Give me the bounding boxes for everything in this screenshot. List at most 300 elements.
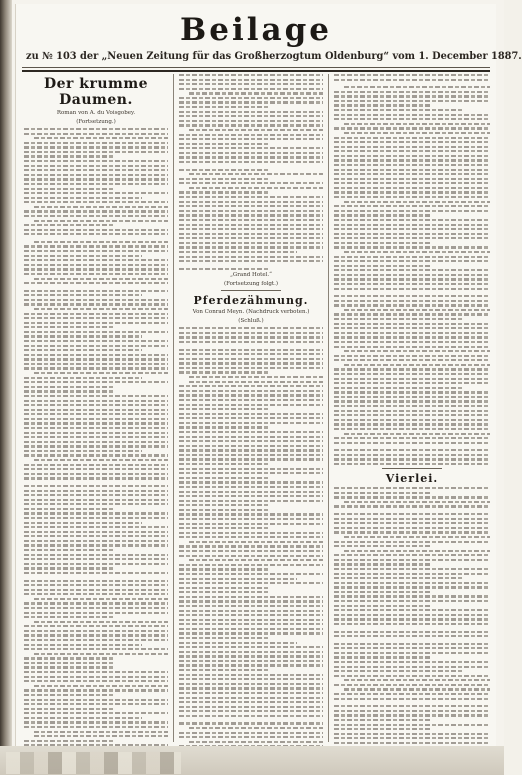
text-line bbox=[24, 703, 168, 705]
text-line bbox=[179, 349, 323, 351]
text-line bbox=[334, 505, 490, 507]
text-line bbox=[24, 313, 168, 315]
text-line bbox=[179, 358, 323, 360]
text-line bbox=[334, 327, 490, 329]
text-line bbox=[179, 500, 323, 502]
text-line bbox=[344, 364, 490, 366]
text-line bbox=[334, 705, 490, 707]
text-line bbox=[179, 509, 268, 511]
text-line bbox=[334, 214, 431, 216]
text-line bbox=[179, 458, 323, 460]
text-line bbox=[179, 182, 323, 184]
text-line bbox=[24, 648, 168, 650]
text-line bbox=[334, 410, 490, 412]
text-line bbox=[24, 381, 168, 383]
text-line bbox=[179, 327, 323, 329]
text-line bbox=[179, 111, 323, 113]
text-line bbox=[189, 559, 323, 561]
text-line bbox=[334, 146, 490, 148]
text-line bbox=[334, 141, 490, 143]
text-line bbox=[24, 317, 168, 319]
text-line bbox=[334, 714, 490, 716]
text-line bbox=[24, 174, 168, 176]
text-line bbox=[179, 578, 297, 580]
text-line bbox=[24, 326, 113, 328]
text-line bbox=[334, 104, 431, 106]
text-line bbox=[24, 165, 168, 167]
text-line bbox=[334, 182, 490, 184]
text-line bbox=[24, 473, 168, 475]
text-line bbox=[334, 554, 490, 556]
text-line bbox=[24, 657, 113, 659]
text-line bbox=[179, 260, 323, 262]
text-line bbox=[334, 95, 490, 97]
text-line bbox=[24, 563, 168, 565]
text-line bbox=[24, 607, 168, 609]
text-line bbox=[344, 132, 490, 134]
text-line bbox=[334, 600, 490, 602]
text-line bbox=[179, 74, 323, 76]
text-line bbox=[334, 577, 462, 579]
text-line bbox=[179, 587, 268, 589]
text-line bbox=[179, 210, 323, 212]
text-line bbox=[179, 701, 323, 703]
text-line bbox=[24, 531, 168, 533]
text-line bbox=[334, 733, 490, 735]
text-line bbox=[334, 652, 490, 654]
text-line bbox=[179, 440, 323, 442]
text-line bbox=[179, 736, 323, 738]
text-line bbox=[179, 219, 323, 221]
text-line bbox=[24, 499, 168, 501]
text-line bbox=[334, 187, 490, 189]
text-line bbox=[179, 178, 268, 180]
text-line bbox=[24, 282, 168, 284]
text-line bbox=[334, 274, 490, 276]
text-line bbox=[24, 680, 168, 682]
column-divider-2 bbox=[328, 74, 329, 742]
text-line bbox=[334, 591, 431, 593]
text-line bbox=[24, 367, 168, 369]
text-line bbox=[24, 183, 168, 185]
text-line bbox=[24, 224, 113, 226]
text-line bbox=[179, 246, 323, 248]
text-line bbox=[334, 647, 490, 649]
text-line bbox=[344, 688, 490, 690]
text-line bbox=[179, 115, 323, 117]
text-line bbox=[24, 549, 113, 551]
text-line bbox=[24, 494, 168, 496]
text-line bbox=[179, 568, 268, 570]
text-line bbox=[24, 409, 168, 411]
text-line bbox=[179, 196, 323, 198]
text-line bbox=[179, 573, 323, 575]
text-line bbox=[24, 644, 142, 646]
text-line bbox=[24, 404, 168, 406]
text-line bbox=[334, 313, 490, 315]
text-line bbox=[334, 400, 490, 402]
text-line bbox=[24, 255, 142, 257]
text-line bbox=[179, 256, 323, 258]
text-line bbox=[179, 468, 323, 470]
text-line bbox=[334, 449, 490, 451]
text-line bbox=[334, 742, 490, 744]
text-line bbox=[334, 737, 490, 739]
text-line bbox=[179, 582, 323, 584]
text-line bbox=[179, 706, 323, 708]
text-line bbox=[24, 128, 168, 130]
text-line bbox=[34, 685, 168, 687]
text-line bbox=[334, 522, 490, 524]
text-line bbox=[24, 436, 168, 438]
text-line bbox=[179, 655, 323, 657]
text-line bbox=[334, 210, 490, 212]
text-line bbox=[34, 241, 168, 243]
text-line bbox=[24, 390, 113, 392]
text-line bbox=[334, 355, 490, 357]
text-line bbox=[334, 513, 490, 515]
text-line bbox=[179, 332, 323, 334]
text-line bbox=[34, 653, 168, 655]
text-line bbox=[24, 290, 168, 292]
text-line bbox=[334, 205, 490, 207]
text-line bbox=[24, 299, 168, 301]
text-line bbox=[179, 605, 323, 607]
text-line bbox=[179, 642, 297, 644]
text-line bbox=[179, 353, 323, 355]
text-line bbox=[24, 689, 168, 691]
text-line bbox=[334, 150, 490, 152]
article-byline-middle: Von Conrad Meyn. (Nachdruck verboten.) bbox=[192, 309, 310, 316]
text-line bbox=[179, 722, 323, 724]
text-line bbox=[344, 433, 490, 435]
text-line bbox=[179, 385, 323, 387]
text-line bbox=[24, 662, 113, 664]
section-divider bbox=[221, 290, 281, 291]
text-line bbox=[179, 678, 323, 680]
text-line bbox=[334, 224, 490, 226]
text-line bbox=[334, 323, 490, 325]
text-line bbox=[334, 423, 490, 425]
text-line bbox=[334, 304, 490, 306]
text-line bbox=[179, 394, 323, 396]
text-line bbox=[334, 396, 490, 398]
text-line bbox=[334, 164, 490, 166]
text-line bbox=[334, 582, 490, 584]
text-line bbox=[334, 492, 431, 494]
text-line bbox=[179, 495, 323, 497]
text-line bbox=[179, 233, 323, 235]
text-line bbox=[24, 303, 168, 305]
text-line bbox=[334, 541, 490, 543]
text-line bbox=[179, 362, 323, 364]
text-line bbox=[24, 526, 168, 528]
text-line bbox=[179, 408, 268, 410]
text-line bbox=[179, 513, 323, 515]
text-line bbox=[334, 595, 490, 597]
text-line bbox=[334, 246, 490, 248]
text-line bbox=[179, 523, 323, 525]
text-line bbox=[334, 118, 490, 120]
text-line bbox=[334, 405, 490, 407]
text-line bbox=[179, 637, 268, 639]
text-line bbox=[334, 109, 462, 111]
text-line bbox=[24, 169, 168, 171]
text-line bbox=[334, 496, 490, 498]
text-line bbox=[24, 201, 168, 203]
text-line bbox=[334, 728, 431, 730]
text-line bbox=[344, 679, 490, 681]
text-line bbox=[179, 445, 323, 447]
text-line bbox=[24, 503, 168, 505]
text-line bbox=[179, 674, 323, 676]
text-line bbox=[334, 458, 490, 460]
text-line bbox=[344, 123, 490, 125]
text-line bbox=[179, 201, 323, 203]
text-line bbox=[179, 660, 323, 662]
text-line bbox=[24, 395, 168, 397]
text-line bbox=[334, 127, 490, 129]
signature-grand-hotel: „Grand Hotel.“ bbox=[230, 272, 272, 279]
text-line bbox=[334, 545, 431, 547]
article-end-middle: (Fortsetzung folgt.) bbox=[223, 281, 279, 288]
text-line bbox=[179, 371, 268, 373]
text-line bbox=[334, 618, 490, 620]
text-line bbox=[24, 630, 168, 632]
text-line bbox=[179, 472, 323, 474]
article-continuation-left: (Fortsetzung.) bbox=[76, 119, 116, 125]
text-line bbox=[334, 419, 490, 421]
text-line bbox=[24, 146, 168, 148]
text-line bbox=[179, 417, 323, 419]
article-byline-left: Roman von A. du Voisgobey. bbox=[56, 110, 136, 116]
text-line bbox=[24, 178, 168, 180]
text-line bbox=[24, 229, 168, 231]
text-line bbox=[334, 693, 490, 695]
text-line bbox=[334, 656, 431, 658]
book-binding-edge bbox=[0, 0, 12, 775]
text-line bbox=[24, 386, 113, 388]
text-line bbox=[344, 309, 490, 311]
text-line bbox=[334, 573, 490, 575]
text-line bbox=[179, 614, 323, 616]
text-line bbox=[334, 233, 490, 235]
text-line bbox=[334, 563, 431, 565]
text-line bbox=[24, 340, 168, 342]
text-line bbox=[334, 531, 490, 533]
text-line bbox=[24, 418, 168, 420]
text-line bbox=[334, 373, 490, 375]
text-line bbox=[334, 346, 490, 348]
text-line bbox=[334, 724, 490, 726]
text-line bbox=[334, 100, 490, 102]
text-line bbox=[334, 414, 490, 416]
text-line bbox=[24, 331, 168, 333]
text-line bbox=[189, 187, 323, 189]
text-line bbox=[24, 580, 168, 582]
column-divider-1 bbox=[173, 74, 174, 742]
text-line bbox=[24, 694, 113, 696]
text-line bbox=[24, 666, 113, 668]
text-line bbox=[334, 265, 431, 267]
text-line bbox=[179, 454, 323, 456]
text-line bbox=[179, 596, 323, 598]
text-line bbox=[24, 477, 168, 479]
text-line bbox=[179, 732, 323, 734]
text-line bbox=[334, 228, 490, 230]
text-line bbox=[24, 454, 168, 456]
text-line bbox=[179, 550, 323, 552]
text-line bbox=[334, 300, 490, 302]
text-line bbox=[334, 278, 490, 280]
text-line bbox=[179, 600, 323, 602]
text-line bbox=[24, 522, 142, 524]
text-line bbox=[334, 670, 462, 672]
text-line bbox=[24, 197, 142, 199]
text-line bbox=[24, 708, 113, 710]
text-line bbox=[334, 635, 490, 637]
text-line bbox=[189, 541, 323, 543]
text-line bbox=[24, 151, 168, 153]
text-line bbox=[24, 740, 113, 742]
section-divider-right bbox=[382, 468, 442, 469]
text-line bbox=[24, 717, 142, 719]
text-line bbox=[334, 242, 431, 244]
text-line bbox=[34, 621, 168, 623]
text-line bbox=[179, 518, 323, 520]
text-line bbox=[179, 504, 268, 506]
text-line bbox=[24, 188, 113, 190]
text-line bbox=[34, 459, 168, 461]
text-line bbox=[334, 191, 490, 193]
header-rule-thick bbox=[22, 70, 490, 72]
text-line bbox=[24, 427, 168, 429]
text-line bbox=[179, 399, 323, 401]
text-line bbox=[334, 527, 490, 529]
text-line bbox=[24, 699, 168, 701]
text-line bbox=[24, 264, 168, 266]
text-line bbox=[24, 625, 168, 627]
text-line bbox=[179, 101, 323, 103]
text-line bbox=[179, 143, 268, 145]
text-line bbox=[179, 88, 323, 90]
text-line bbox=[334, 387, 462, 389]
text-line bbox=[34, 735, 168, 737]
text-line bbox=[24, 485, 168, 487]
text-line bbox=[334, 675, 490, 677]
article-heading-left: Der krumme Daumen. bbox=[43, 76, 149, 108]
text-line bbox=[34, 137, 168, 139]
text-line bbox=[179, 404, 323, 406]
text-line bbox=[334, 137, 490, 139]
text-line bbox=[24, 335, 142, 337]
text-line bbox=[334, 336, 490, 338]
text-line bbox=[24, 572, 168, 574]
text-line bbox=[24, 671, 168, 673]
text-line bbox=[179, 426, 268, 428]
text-line bbox=[24, 712, 168, 714]
text-line bbox=[179, 336, 323, 338]
text-line bbox=[334, 341, 490, 343]
text-line bbox=[24, 233, 168, 235]
text-line bbox=[24, 155, 113, 157]
text-line bbox=[179, 413, 323, 415]
text-line bbox=[179, 237, 323, 239]
text-line bbox=[334, 159, 490, 161]
text-line bbox=[24, 354, 168, 356]
text-line bbox=[24, 345, 168, 347]
text-line bbox=[24, 567, 113, 569]
text-line bbox=[334, 666, 490, 668]
article-body-right bbox=[334, 487, 490, 762]
text-line bbox=[179, 651, 323, 653]
text-line bbox=[334, 568, 490, 570]
text-line bbox=[179, 486, 323, 488]
text-line bbox=[179, 152, 323, 154]
text-line bbox=[179, 156, 323, 158]
header-rule-thin bbox=[22, 67, 490, 68]
text-line bbox=[24, 400, 168, 402]
text-line bbox=[24, 160, 168, 162]
text-line bbox=[179, 646, 323, 648]
text-line bbox=[344, 201, 490, 203]
text-line bbox=[334, 169, 490, 171]
text-line bbox=[24, 612, 168, 614]
text-line bbox=[334, 643, 490, 645]
text-line bbox=[334, 609, 490, 611]
text-line bbox=[189, 376, 323, 378]
text-line bbox=[179, 491, 323, 493]
text-line bbox=[24, 142, 168, 144]
text-line bbox=[179, 134, 323, 136]
text-line bbox=[24, 358, 168, 360]
article-body-left bbox=[24, 128, 168, 747]
text-line bbox=[24, 432, 168, 434]
text-line bbox=[179, 463, 268, 465]
text-line bbox=[179, 431, 323, 433]
text-line bbox=[179, 251, 297, 253]
text-line bbox=[179, 268, 268, 270]
text-line bbox=[334, 74, 490, 76]
text-line bbox=[179, 79, 323, 81]
text-line bbox=[24, 589, 168, 591]
text-line bbox=[24, 468, 168, 470]
text-line bbox=[334, 155, 490, 157]
text-line bbox=[334, 428, 490, 430]
text-line bbox=[179, 341, 323, 343]
text-line bbox=[334, 114, 490, 116]
text-line bbox=[179, 564, 323, 566]
text-line bbox=[334, 295, 490, 297]
text-line bbox=[24, 445, 168, 447]
text-line bbox=[24, 602, 168, 604]
text-line bbox=[334, 454, 490, 456]
text-line bbox=[179, 481, 323, 483]
text-line bbox=[179, 619, 323, 621]
text-line bbox=[334, 368, 490, 370]
text-line bbox=[24, 464, 168, 466]
text-line bbox=[334, 437, 490, 439]
text-line bbox=[24, 639, 168, 641]
text-line bbox=[344, 550, 490, 552]
article-body-right-top bbox=[334, 74, 490, 465]
text-line bbox=[24, 535, 168, 537]
text-line bbox=[24, 544, 168, 546]
text-line bbox=[24, 450, 142, 452]
article-body-middle bbox=[179, 327, 323, 773]
text-line bbox=[344, 501, 490, 503]
text-line bbox=[179, 367, 323, 369]
